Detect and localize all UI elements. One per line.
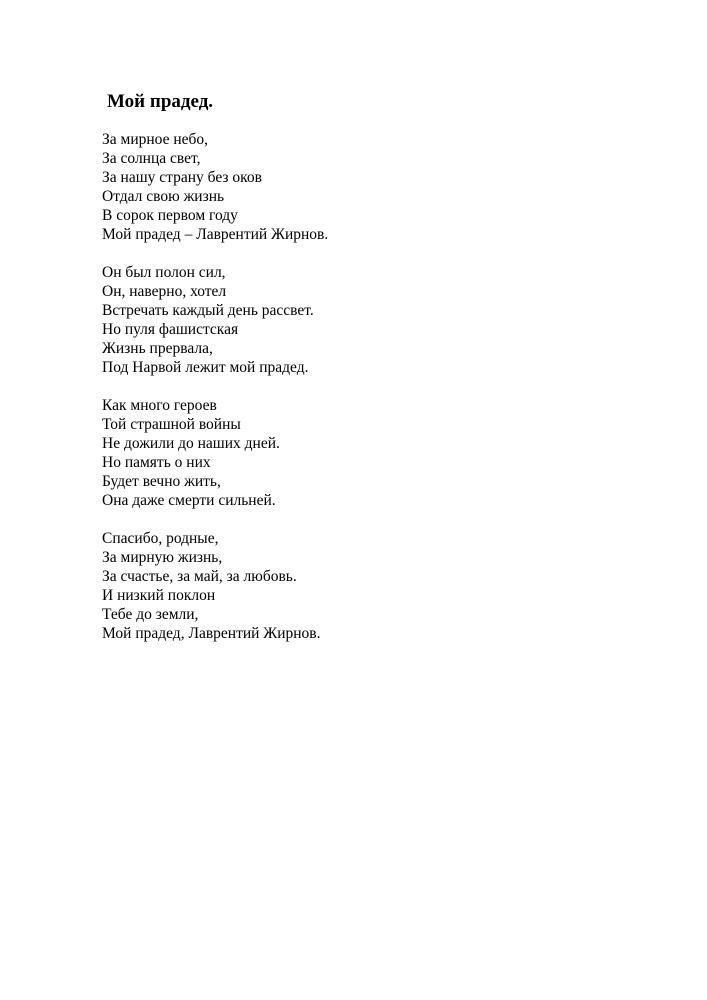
poem-line: Под Нарвой лежит мой прадед. [102, 359, 309, 376]
poem-line: Той страшной войны [102, 416, 241, 433]
poem-line: Мой прадед – Лаврентий Жирнов. [102, 226, 329, 243]
poem-line: Спасибо, родные, [102, 530, 219, 547]
poem-line: Мой прадед, Лаврентий Жирнов. [102, 625, 321, 642]
stanza-3 [102, 396, 662, 510]
poem-line: Но пуля фашистская [102, 321, 239, 338]
poem-line: За мирную жизнь, [102, 549, 223, 566]
poem-line: Будет вечно жить, [102, 473, 221, 490]
poem-line: За мирное небо, [102, 131, 209, 148]
poem-line: И низкий поклон [102, 587, 216, 604]
poem-line: Она даже смерти сильней. [102, 492, 276, 509]
poem-line: Жизнь прервала, [102, 340, 213, 357]
poem-line: В сорок первом году [102, 207, 238, 224]
poem-line: Тебе до земли, [102, 606, 199, 623]
stanza-4 [102, 529, 662, 643]
poem-line: Но память о них [102, 454, 211, 471]
poem-line: За счастье, за май, за любовь. [102, 568, 297, 585]
poem-line: За нашу страну без оков [102, 169, 262, 186]
poem-line: Он был полон сил, [102, 264, 226, 281]
poem-title: Мой прадед. [107, 91, 214, 112]
poem-line: Не дожили до наших дней. [102, 435, 280, 452]
poem-line: Встречать каждый день рассвет. [102, 302, 314, 319]
stanza-2 [102, 263, 662, 377]
poem-line: Отдал свою жизнь [102, 188, 225, 205]
stanza-1 [102, 130, 662, 244]
poem-line: Как много героев [102, 397, 217, 414]
poem-body [102, 130, 662, 662]
poem-line: За солнца свет, [102, 150, 201, 167]
poem-line: Он, наверно, хотел [102, 283, 227, 300]
